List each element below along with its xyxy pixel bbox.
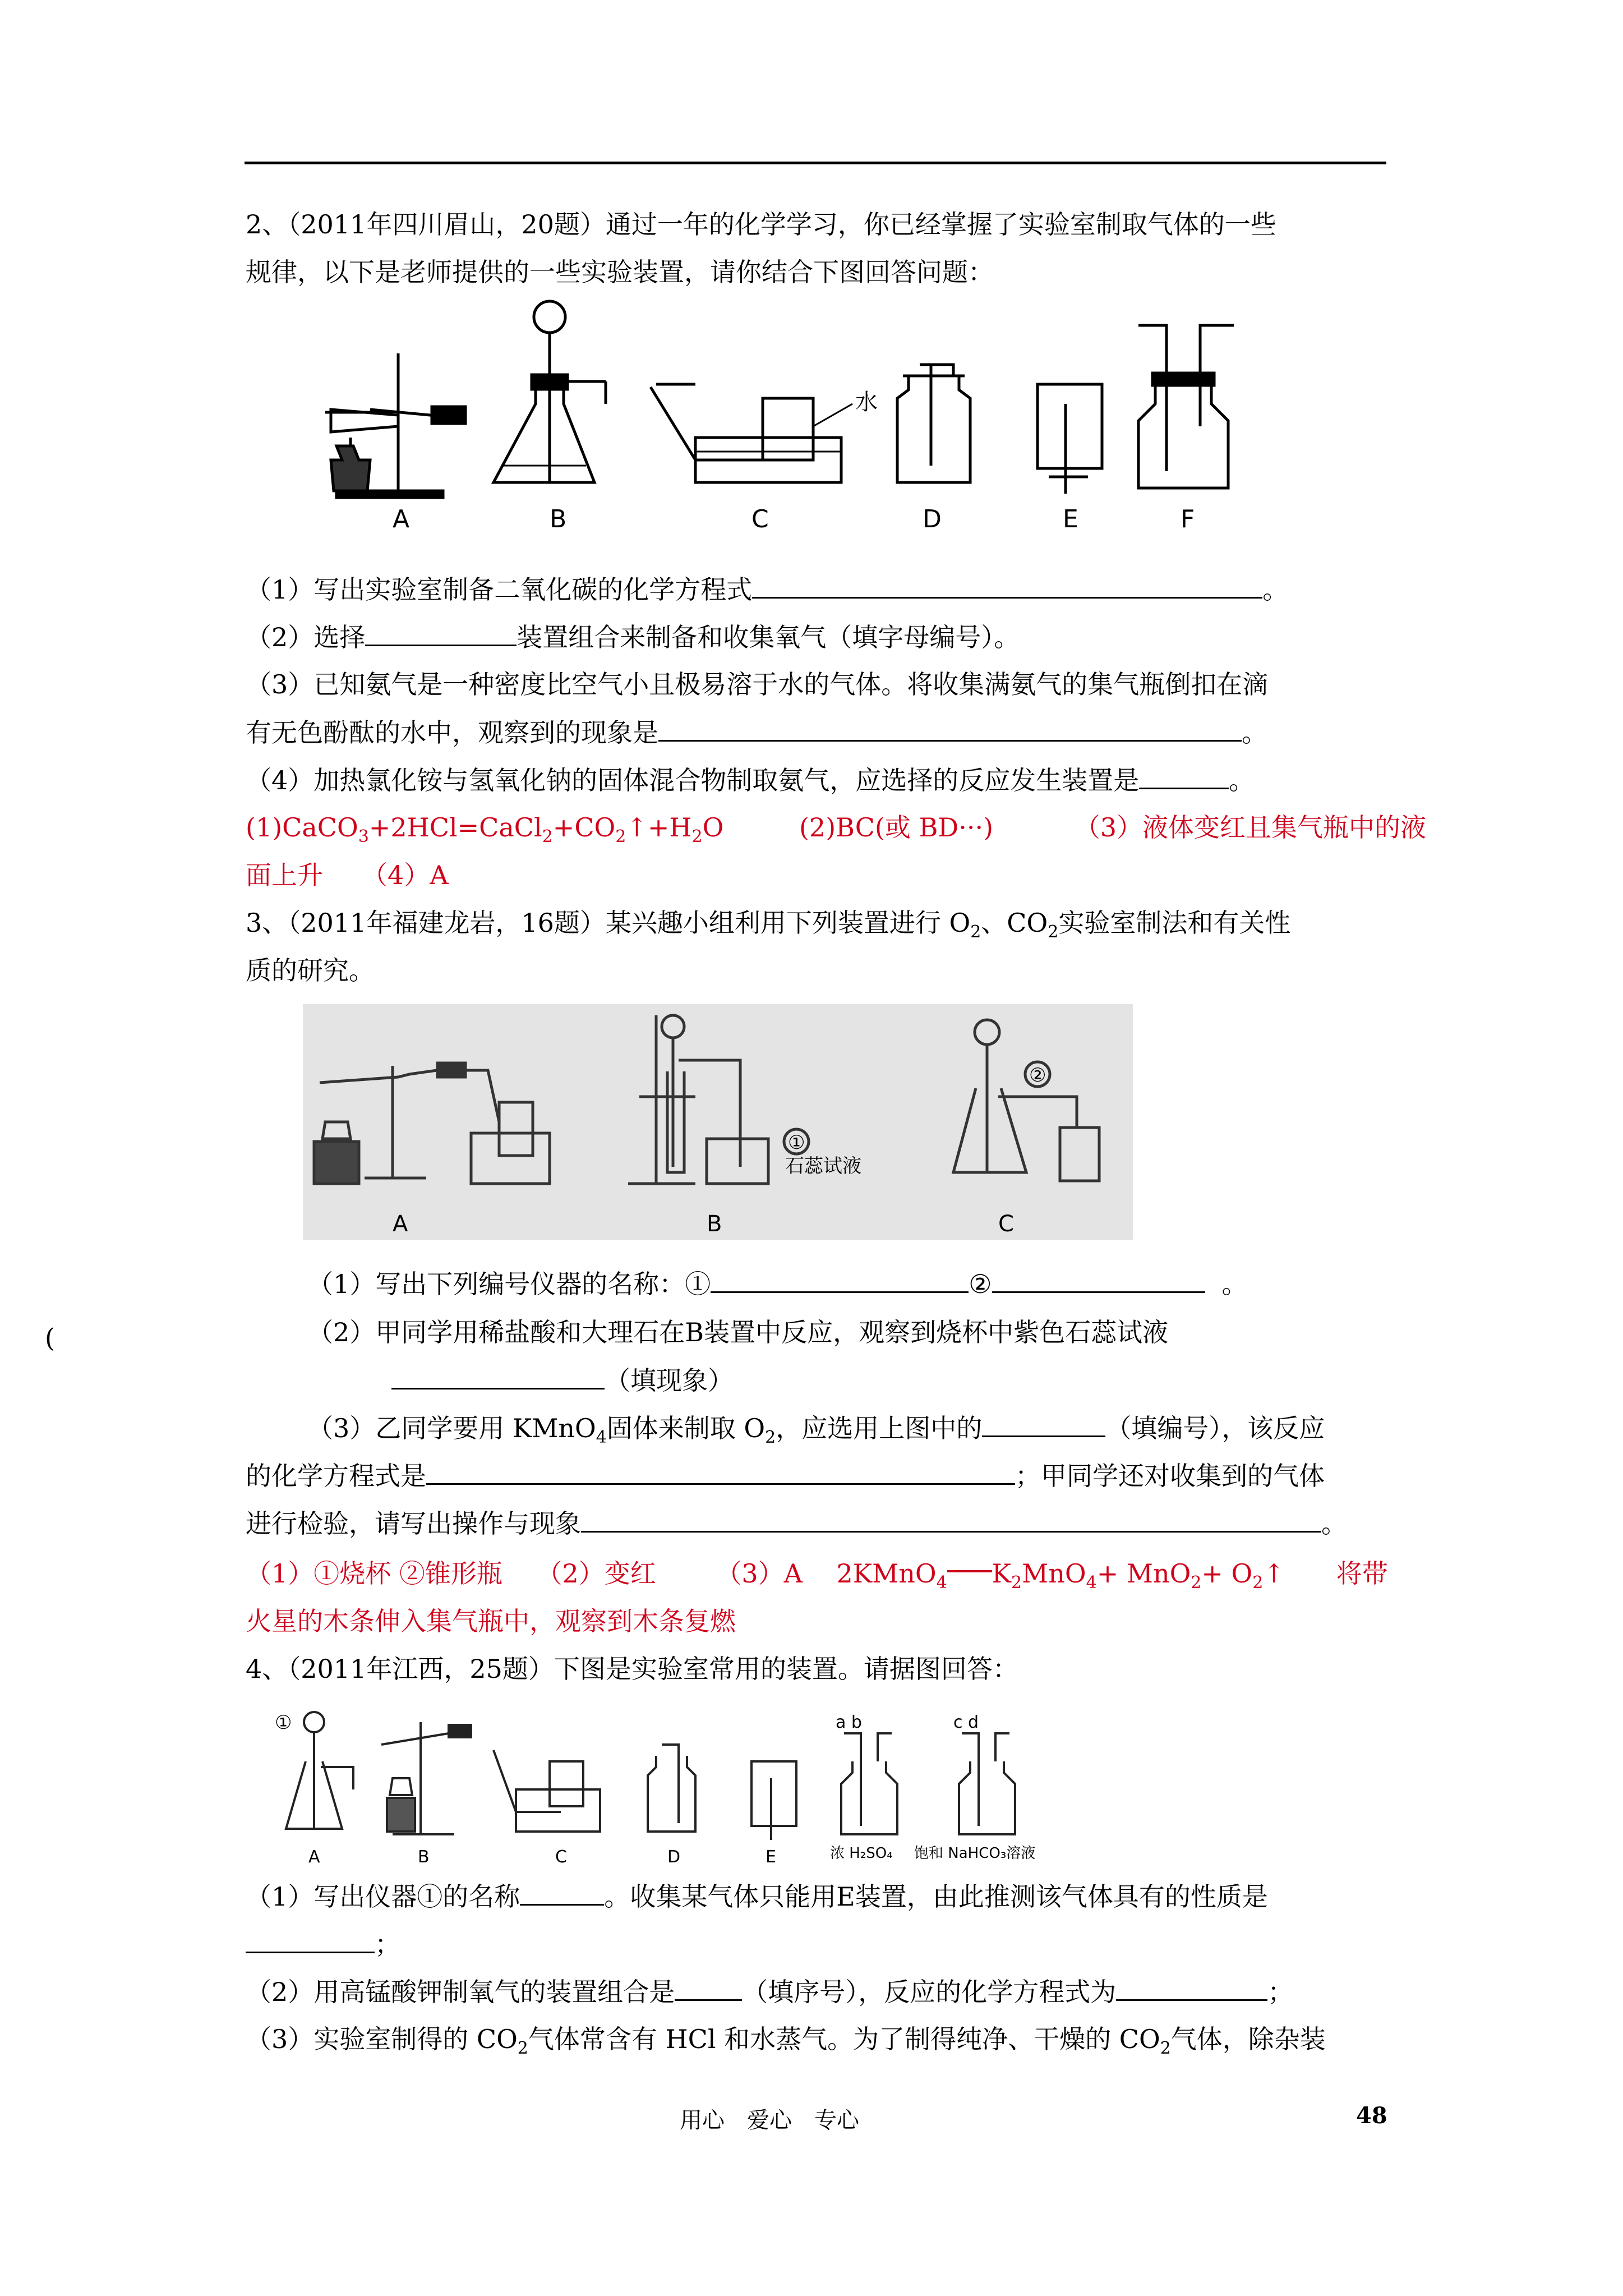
q2-label-b: B [550,505,567,533]
q4-apparatus-b [381,1722,471,1834]
q4-apparatus-figure [269,1700,1088,1868]
q4-part2: （2）用高锰酸钾制氧气的装置组合是 （填序号），反应的化学方程式为 ； [246,1975,1293,2009]
q4-label-c: C [555,1847,567,1867]
q4-blank-1[interactable] [520,1879,604,1906]
q2-part4: （4）加热氯化铵与氢氧化钠的固体混合物制取氨气，应选择的反应发生装置是 。 [246,763,1255,797]
q2-part3-line1: （3）已知氨气是一种密度比空气小且极易溶于水的气体。将收集满氨气的集气瓶倒扣在滴 [246,669,1269,700]
q4-label-cd: c d [953,1713,979,1732]
q3-circle-2: ② [1029,1064,1046,1087]
q2-apparatus-c [651,384,852,482]
q3-part3-line1: （3）乙同学要用 KMnO$_4$固体来制取 $O_2$，应选用上图中的 （填编号），该反应 [307,1411,1325,1455]
q3-part3-line3: 进行检验，请写出操作与现象 。 [246,1506,1347,1540]
q2-apparatus-d [897,365,970,482]
q3-litmus-label: 石蕊试液 [785,1155,861,1177]
q3-label-a: A [393,1211,408,1237]
q4-apparatus-d [648,1745,695,1832]
q4-part1-line1: （1）写出仪器①的名称 。收集某气体只能用E装置，由此推测该气体具有的性质是 [246,1879,1268,1913]
stray-parenthesis: ( [45,1323,55,1353]
q4-label-e: E [766,1847,776,1867]
q4-label-d: D [667,1847,681,1867]
q3-answer-line1: （1）①烧杯 ②锥形瓶 （2）变红 （3）A 2KMnO$_4$ $K_2MnO_4+ MnO_2+$ $O_2↑$ 将带 [246,1558,1388,1593]
q4-blank-2[interactable] [246,1927,375,1953]
q3-stem-line2: 质的研究。 [246,955,375,986]
q2-label-a: A [393,505,410,533]
q4-circle-1: ① [275,1711,292,1734]
q2-part2: （2）选择 装置组合来制备和收集氧气（填字母编号）。 [246,620,1020,654]
q2-label-c: C [751,505,769,533]
q4-apparatus-e [751,1761,796,1840]
q2-label-e: E [1063,505,1078,533]
q3-part1: （1）写出下列编号仪器的名称：① ② 。 [307,1267,1248,1301]
q3-circle-1: ① [788,1131,805,1154]
q3-label-c: C [998,1211,1014,1237]
q4-washing-bottle-1 [841,1733,897,1834]
q2-blank-3[interactable] [658,715,1242,742]
q4-stem: 4、（2011年江西，25题）下图是实验室常用的装置。请据图回答： [246,1654,1018,1684]
q2-stem-line2: 规律，以下是老师提供的一些实验装置，请你结合下图回答问题： [246,257,994,287]
q3-part2-line2: （填现象） [391,1363,734,1397]
heat-arrow-icon [947,1570,992,1578]
q3-blank-2[interactable] [992,1267,1205,1293]
q2-apparatus-figure [314,292,1267,539]
q4-label-ab: a b [836,1713,862,1732]
q2-part1: （1）写出实验室制备二氧化碳的化学方程式 。 [246,572,1288,606]
q3-part2-line1: （2）甲同学用稀盐酸和大理石在B装置中反应，观察到烧杯中紫色石蕊试液 [307,1317,1169,1347]
q4-label-a: A [308,1847,320,1867]
q2-label-d: D [923,505,942,533]
q4-part3: （3）实验室制得的 $CO_2$气体常含有 HCl 和水蒸气。为了制得纯净、干燥的 $CO_2$气体，除杂装 [246,2024,1326,2059]
q2-blank-4[interactable] [1139,763,1229,789]
q4-washing-bottle-2 [959,1733,1015,1834]
q2-stem-line1: 2、（2011年四川眉山，20题）通过一年的化学学习，你已经掌握了实验室制取气体的一些 [246,209,1276,240]
q3-blank-5[interactable] [426,1458,1015,1485]
header-rule [245,162,1386,164]
q3-answer-line2: 火星的木条伸入集气瓶中，观察到木条复燃 [246,1606,736,1636]
q4-bottle1-label: 浓 H₂SO₄ [830,1845,893,1862]
q2-answer-line1: $(1)CaCO_3+2HCl=CaCl_2+CO_2↑+H_2O$ (2)BC(或 BD···) （3）液体变红且集气瓶中的液 [246,812,1426,847]
q2-answer-line2: 面上升 （4）A [246,860,449,890]
q4-blank-4[interactable] [1116,1975,1267,2001]
q4-apparatus-a [286,1712,353,1829]
q2-blank-2[interactable] [365,620,517,646]
q2-label-f: F [1181,505,1195,533]
q2-part3-line2: 有无色酚酞的水中，观察到的现象是 。 [246,715,1267,749]
q3-apparatus-figure [303,1004,1133,1240]
q3-label-b: B [707,1211,722,1237]
q2-apparatus-f [1138,325,1234,488]
page-number: 48 [1356,2102,1387,2129]
q3-blank-3[interactable] [391,1363,605,1389]
q4-part1-line2: ； [246,1927,400,1961]
q3-stem-line1: 3、（2011年福建龙岩，16题）某兴趣小组利用下列装置进行 $O_2$、$CO_2$实验室制法和有关性 [246,908,1291,942]
q2-apparatus-a [325,353,465,498]
q2-apparatus-b [494,301,606,482]
q4-label-b: B [418,1847,430,1867]
q3-blank-4[interactable] [982,1411,1105,1437]
q3-blank-1[interactable] [711,1267,969,1293]
q4-blank-3[interactable] [675,1975,742,2001]
q4-apparatus-c [494,1750,600,1832]
q3-part3-line2: 的化学方程式是 ；甲同学还对收集到的气体 [246,1458,1325,1493]
q4-bottle2-label: 饱和 NaHCO₃溶液 [914,1845,1036,1862]
footer-motto: 用心 爱心 专心 [680,2108,859,2133]
q2-blank-1[interactable] [752,572,1262,599]
q2-apparatus-e [1038,384,1102,494]
q3-blank-6[interactable] [581,1506,1321,1533]
q2-label-water: 水 [855,389,878,415]
